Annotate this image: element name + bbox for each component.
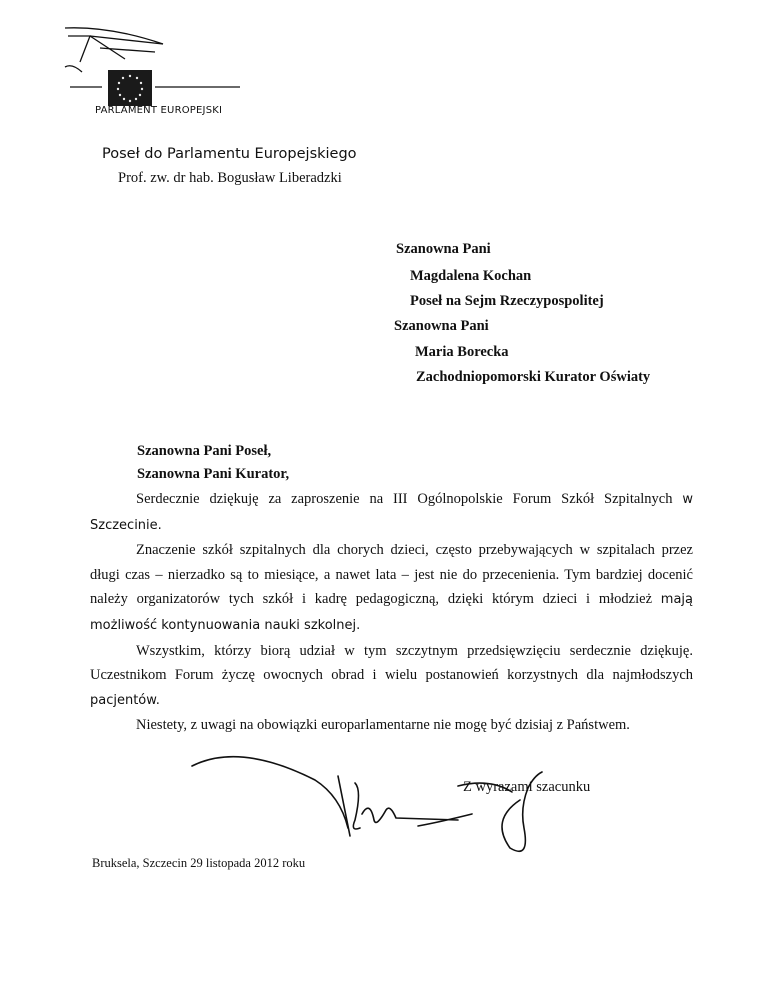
recipient-1-greeting: Szanowna Pani <box>396 241 491 257</box>
recipient-1-name: Magdalena Kochan <box>410 268 532 284</box>
european-parliament-logo <box>60 22 240 117</box>
paragraph: Znaczenie szkół szpitalnych dla chorych dzieci, często przebywających w szpitalach przez długi czas – nierzadko są to miesiące, a nawet lata – jest nie do przecenienia. Tym bardziej docenić należy organizatorów tych szkół i kadrę pedagogiczną, dzięki którym dzieci i młodzież mają możliwość kontynuowania nauki szkolnej. <box>90 542 693 633</box>
salutation-1: Szanowna Pani Poseł, <box>137 443 272 459</box>
paragraph: Wszystkim, którzy biorą udział w tym szczytnym przedsięwzięciu serdecznie dziękuję. Uczestnikom Forum życzę owocnych obrad i wielu postanowień korzystnych dla najmłodszych pacjentów. <box>90 642 693 708</box>
recipient-2-role: Zachodniopomorski Kurator Oświaty <box>416 369 651 385</box>
sender-title: Poseł do Parlamentu Europejskiego <box>102 146 357 162</box>
handwritten-signature <box>190 748 550 858</box>
paragraph: Niestety, z uwagi na obowiązki europarlamentarne nie mogę być dzisiaj z Państwem. <box>136 717 630 734</box>
letter-body <box>90 487 693 738</box>
recipient-1-role: Poseł na Sejm Rzeczypospolitej <box>410 293 604 309</box>
salutation-2: Szanowna Pani Kurator, <box>137 466 290 482</box>
recipient-2-name: Maria Borecka <box>415 344 509 360</box>
recipient-2-greeting: Szanowna Pani <box>394 318 489 334</box>
institution-caption: PARLAMENT EUROPEJSKI <box>95 105 223 116</box>
closing-phrase: Z wyrazami szacunku <box>463 779 591 795</box>
place-and-date: Bruksela, Szczecin 29 listopada 2012 roku <box>92 856 306 870</box>
sender-name: Prof. zw. dr hab. Bogusław Liberadzki <box>118 170 342 186</box>
paragraph: Serdecznie dziękuję za zaproszenie na III Ogólnopolskie Forum Szkół Szpitalnych w Szczecinie. <box>90 491 693 533</box>
